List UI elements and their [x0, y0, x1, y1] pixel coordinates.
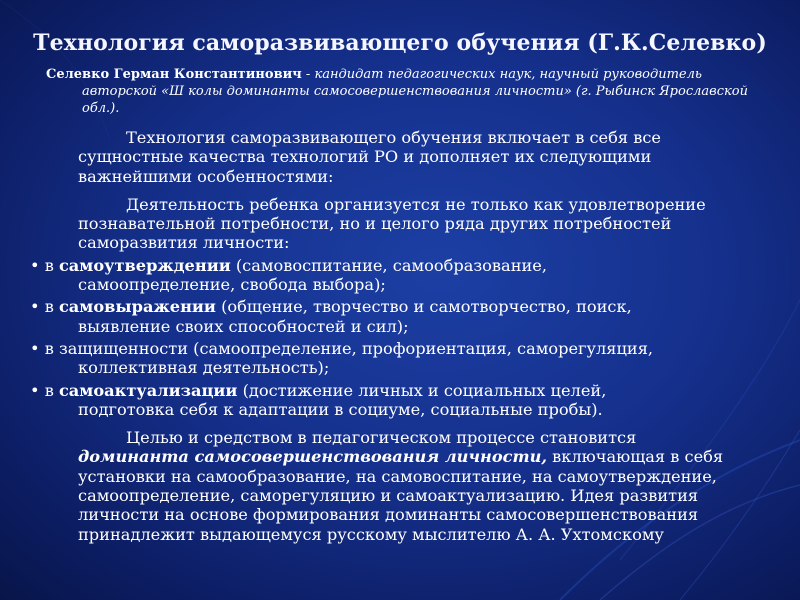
slide-body [30, 128, 780, 544]
bullet-continuation: подготовка себя к адаптации в социуме, социальные пробы). [78, 399, 603, 419]
paragraph-line: сущностные качества технологий РО и дополняет их следующими [78, 147, 652, 167]
bullet-prefix: • в [30, 297, 59, 317]
bullet-keyword: самоактуализации [58, 380, 238, 400]
paragraph-line: принадлежит выдающемуся русскому мыслителю А. А. Ухтомскому [78, 524, 664, 544]
bullet-item [30, 297, 780, 336]
author-line-1 [46, 66, 766, 83]
paragraph-line: саморазвития личности: [78, 233, 290, 253]
author-description-1: кандидат педагогических наук, научный руководитель [314, 67, 702, 82]
paragraph-line [30, 447, 780, 466]
bullet-prefix: • в [30, 380, 59, 400]
bullet-text: (достижение личных и социальных целей, [237, 380, 607, 400]
bullet-line [30, 339, 780, 358]
bullet-continuation: самоопределение, свобода выбора); [78, 275, 386, 295]
bullet-line [30, 256, 780, 275]
bullet-line [30, 297, 780, 316]
bullet-continuation: коллективная деятельность); [78, 358, 330, 378]
bullet-prefix: • в [30, 255, 59, 275]
slide-title: Технология саморазвивающего обучения (Г.К.Селевко) [33, 30, 767, 56]
author-description-3: обл.). [82, 101, 120, 116]
bullet-keyword: самовыражении [58, 297, 216, 317]
author-separator: - [301, 67, 315, 82]
paragraph-line: познавательной потребности, но и целого ряда других потребностей [78, 214, 672, 234]
author-info [46, 66, 766, 117]
bullet-item [30, 256, 780, 295]
paragraph-line: установки на самообразование, на самовоспитание, на самоутверждение, [78, 466, 717, 486]
paragraph-line: Технология саморазвивающего обучения включает в себя все [126, 128, 661, 147]
bullet-keyword: самоутверждении [58, 255, 231, 275]
paragraph-text: включающая в себя [547, 447, 724, 467]
paragraph-line: самоопределение, саморегуляцию и самоактуализацию. Идея развития [78, 486, 699, 506]
paragraph-line: Целью и средством в педагогическом процессе становится [126, 428, 637, 448]
bullet-text: (самовоспитание, самообразование, [230, 255, 547, 275]
paragraph-dominant [30, 428, 780, 544]
bullet-item [30, 381, 780, 420]
emphasis-term: доминанта самосовершенствования личности, [78, 447, 548, 467]
bullet-line [30, 381, 780, 400]
bullet-continuation: выявление своих способностей и сил); [78, 316, 409, 336]
author-description-2: авторской «Ш колы доминанты самосовершенствования личности» (г. Рыбинск Ярославской [82, 84, 748, 99]
bullet-prefix: • в [30, 338, 59, 358]
paragraph-line: важнейшими особенностями: [78, 166, 334, 186]
paragraph-activity [30, 195, 780, 253]
paragraph-line: личности на основе формирования доминанты самосовершенствования [78, 505, 699, 525]
bullet-text: защищенности (самоопределение, профориентация, саморегуляция, [58, 338, 654, 358]
author-name: Селевко Герман Константинович [46, 67, 302, 82]
bullet-item [30, 339, 780, 378]
bullet-text: (общение, творчество и самотворчество, поиск, [215, 297, 632, 317]
paragraph-intro [30, 128, 780, 186]
paragraph-line: Деятельность ребенка организуется не только как удовлетворение [126, 194, 706, 214]
